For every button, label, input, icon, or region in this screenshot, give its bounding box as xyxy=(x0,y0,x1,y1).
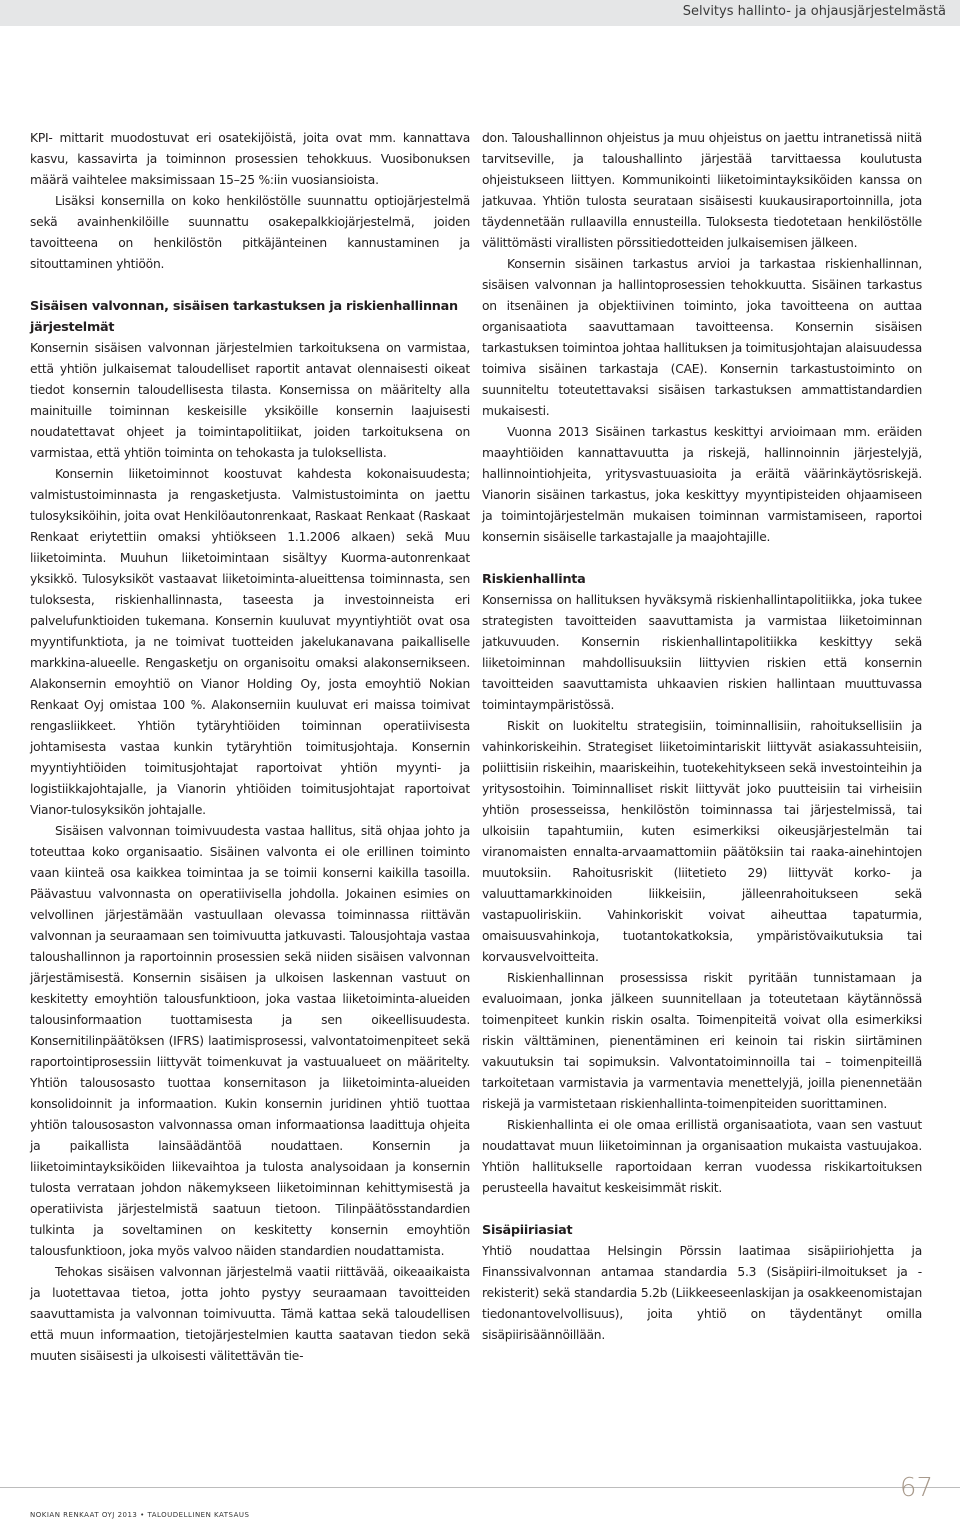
paragraph: Riskit on luokiteltu strategisiin, toiminnallisiin, rahoituksellisiin ja vahinkoriskeihin. Strategiset liiketoimintariskit liittyvät asiakassuhteisiin, poliittisiin riskeihin, maariskeihin, tuotekehitykseen sekä investointeihin ja yritysostoihin. Toiminnalliset riskit liittyvät joko puutteisiin tai virheisiin yhtiön prosesseissa, henkilöstön toiminnassa tai järjestelmissä, tai ulkoisiin tapahtumiin, kuten esimerkiksi oikeusjärjestelmän tai viranomaisten ennalta-arvaamattomiin päätöksiin tai raaka-ainehintojen muutoksiin. Rahoitusriskit (liitetieto 29) liittyvät korko- ja valuuttamarkkinoiden liikkeisiin, jälleenrahoitukseen sekä vastapuoliriskiin. Vahinkoriskit voivat aiheuttaa tapaturmia, omaisuusvahinkoja, tuotantokatkoksia, ympäristövaikutuksia tai korvausvelvoitteita. xyxy=(482,719,922,964)
paragraph: Konsernin liiketoiminnot koostuvat kahdesta kokonaisuudesta; valmistustoiminnasta ja rengasketjusta. Valmistustoiminta on jaettu tulosyksiköihin, joita ovat Henkilöautonrenkaat, Raskaat Renkaat (Raskaat Renkaat eriytettiin omaksi yhtiökseen 1.1.2006 alkaen) sekä Muu liiketoiminta. Muuhun liiketoimintaan sisältyy Kuorma-autonrenkaat yksikkö. Tulosyksiköt vastaavat liiketoiminta-alueittensa toiminnasta, sen tuloksesta, riskienhallinnasta, taseesta ja investoinneista eri palvelufunktioiden tukemana. Konsernin kuuluvat myyntiyhtiöt ovat osa myyntifunktiota, ja ne toimivat tuotteiden jakelukanavana paikalliselle markkina-alueelle. Rengasketju on organisoitu omaksi alakonsernikseen. Alakonsernin emoyhtiö on Vianor Holding Oy, josta emoyhtiö Nokian Renkaat Oyj omistaa 100 %. Alakonserniin kuuluvat eri maissa toimivat rengasliikkeet. Yhtiön tytäryhtiöiden toiminnan operatiivisesta johtamisesta vastaa kunkin tytäryhtiön toimitusjohtaja. Konsernin myyntiyhtiöiden toimitusjohtajat raportoivat yhtiön myynti- ja logistiikkajohtajalle, ja Vianorin yhtiöiden toimitusjohtajat raportoivat Vianor-tulosyksikön johtajalle. xyxy=(30,467,470,817)
paragraph: Riskienhallinta ei ole omaa erillistä organisaatiota, vaan sen vastuut noudattavat muun liiketoiminnan ja organisaation mukaista vastuujakoa. Yhtiön hallitukselle raportoidaan kerran vuodessa riskikartoituksen perusteella havaitut keskeisimmät riskit. xyxy=(482,1118,922,1195)
section-heading: Riskienhallinta xyxy=(482,572,586,587)
page-header xyxy=(0,0,960,26)
section-heading: Sisäpiiriasiat xyxy=(482,1223,573,1238)
paragraph: Yhtiö noudattaa Helsingin Pörssin laatimaa sisäpiiriohjetta ja Finanssivalvonnan antamaa standardia 5.3 (Sisäpiiri-ilmoitukset ja -rekisterit) sekä standardia 5.2b (Liikkeeseenlaskijan ja osakkeenomistajan tiedonantovelvollisuus), joita yhtiö on täydentänyt omilla sisäpiirisäännöillään. xyxy=(482,1244,922,1342)
paragraph: Tehokas sisäisen valvonnan järjestelmä vaatii riittävää, oikeaaikaista ja luotettavaa tietoa, jotta johto pystyy seuraamaan tavoitteiden saavuttamista ja valvonnan toimivuutta. Tämä kattaa sekä taloudellisen että muun informaation, tietojärjestelmien kautta saatavan tiedon sekä muuten sisäisesti ja ulkoisesti välitettävän tie- xyxy=(30,1265,470,1363)
paragraph: Riskienhallinnan prosessissa riskit pyritään tunnistamaan ja evaluoimaan, jonka jälkeen suunnitellaan ja toteutetaan käytännössä toimenpiteet kunkin riskin osalta. Toimenpiteitä voivat olla esimerkiksi riskin välttäminen, pienentäminen eri keinoin tai riskin siirtäminen vakuutuksin tai sopimuksin. Valvontatoiminnoilla tai – toimenpiteillä tarkoitetaan varmistavia ja varmentavia menettelyjä, joilla pienennetään riskejä ja varmistetaan riskienhallinta-toimenpiteiden suorittaminen. xyxy=(482,971,922,1111)
paragraph: Konsernissa on hallituksen hyväksymä riskienhallintapolitiikka, joka tukee strategisten tavoitteiden saavuttamista ja varmistaa liiketoiminnan jatkuvuuden. Konsernin riskienhallintapolitiikka keskittyy sekä liiketoiminnan mahdollisuuksiin liittyvien riskien että konsernin tavoitteiden saavuttamista uhkaavien riskien hallintaan muuttuvassa toimintaympäristössä. xyxy=(482,593,922,712)
footer-divider xyxy=(0,1487,960,1488)
paragraph: don. Taloushallinnon ohjeistus ja muu ohjeistus on jaettu intranetissä niitä tarvitseville, ja taloushallinto järjestää tarvittaessa koulutusta ohjeistukseen liittyen. Kommunikointi liiketoimintayksiköiden kanssa on jatkuvaa. Yhtiön tulosta seurataan sisäisesti kuukausiraportoinnilla, jota täydennetään rullaavilla ennusteilla. Tuloksesta tiedotetaan henkilöstölle välittömästi virallisten pörssitiedotteiden julkaisemisen jälkeen. xyxy=(482,131,922,250)
paragraph: Konsernin sisäinen tarkastus arvioi ja tarkastaa riskienhallinnan, sisäisen valvonnan ja hallintoprosessien tehokkuutta. Sisäinen tarkastus on itsenäinen ja objektiivinen toiminto, joka tavoitteena on auttaa organisaatiota saavuttamaan tavoitteensa. Konsernin sisäisen tarkastuksen toimintoa johtaa hallituksen ja toimitusjohtajan alaisuudessa toimiva sisäinen tarkastaja (CAE). Konsernin tarkastustoiminto on suunniteltu toteutettavaksi sisäisen tarkastuksen ammattistandardien mukaisesti. xyxy=(482,257,922,418)
paragraph: Sisäisen valvonnan toimivuudesta vastaa hallitus, sitä ohjaa johto ja toteuttaa koko organisaatio. Sisäinen valvonta ei ole erillinen toiminto vaan kiinteä osa kaikkea toimintaa ja se toimii konserni kaikilla tasoilla. Päävastuu valvonnasta on operatiivisella johdolla. Jokainen esimies on velvollinen järjestämään vastuullaan olevassa toiminnassa riittävän valvonnan ja seuraamaan sen toimivuutta jatkuvasti. Talousjohtaja vastaa taloushallinnon ja raportoinnin prosessien sekä niiden sisäisen valvonnan järjestämisestä. Konsernin sisäisen ja ulkoisen laskennan vastuut on keskitetty emoyhtiön talousfunktioon, joka vastaa liiketoiminta-alueiden talousinformaation tuottamisesta ja sen oikeellisuudesta. Konsernitilinpäätöksen (IFRS) laatimisprosessi, valvontatoimenpiteet sekä raportointiprosessiin liittyvät toimenkuvat ja vastuualueet on määritelty. Yhtiön talousosasto tuottaa konsernitason ja liiketoiminta-alueiden konsolidoinnit ja informaation. Kukin konsernin juridinen yhtiö tuottaa yhtiön talousosaston valvonnassa oman informaationsa laadittuja ohjeita ja paikallista lainsäädäntöä noudattaen. Konsernin ja liiketoimintayksiköiden liikevaihtoa ja tulosta analysoidaan ja konsernin tulosta verrataan johdon näkemykseen liiketoiminnan kehittymisestä ja operatiivista järjestelmistä saatuun tietoon. Tilinpäätösstandardien tulkinta ja soveltaminen on keskitetty konsernin emoyhtiön talousfunktioon, joka myös valvoo näiden standardien noudattamista. xyxy=(30,824,470,1258)
footer-text: NOKIAN RENKAAT OYJ 2013 • TALOUDELLINEN KATSAUS xyxy=(30,1511,250,1519)
paragraph: Lisäksi konsernilla on koko henkilöstölle suunnattu optiojärjestelmä sekä avainhenkilöille suunnattu osakepalkkiojärjestelmä, joiden tavoitteena on henkilöstön pitkäjänteinen kannustaminen ja sitouttaminen yhtiöön. xyxy=(30,194,470,271)
paragraph: KPI- mittarit muodostuvat eri osatekijöistä, joita ovat mm. kannattava kasvu, kassavirta ja toiminnon prosessien tehokkuus. Vuosibonuksen määrä vaihtelee maksimissaan 15–25 %:iin vuosiansioista. xyxy=(30,131,470,187)
paragraph: Vuonna 2013 Sisäinen tarkastus keskittyi arvioimaan mm. eräiden maayhtiöiden kannattavuutta ja riskejä, hallinnoinnin järjestelyjä, hallinnointiohjeita, yritysvastuuasioita ja eräitä väärinkäytösriskejä. Vianorin sisäinen tarkastus, joka keskittyy myyntipisteiden ohjaamiseen ja toimintojärjestelmän mukaisen toiminnan varmistamiseen, raportoi konsernin sisäiselle tarkastajalle ja maajohtajille. xyxy=(482,425,922,544)
page-number: 67 xyxy=(899,1473,933,1503)
left-column xyxy=(30,128,470,1367)
section-title: Selvitys hallinto- ja ohjausjärjestelmästä xyxy=(682,4,946,19)
paragraph: Konsernin sisäisen valvonnan järjestelmien tarkoituksena on varmistaa, että yhtiön julkaisemat taloudelliset raportit antavat olennaisesti oikeat tiedot konsernin taloudellisesta tilasta. Konsernissa on määritelty alla mainituille toiminnan keskeisille yksiköille konsernin laajuisesti noudatettavat ohjeet ja toimintapolitiikat, joiden tarkoituksena on varmistaa, että yhtiön toiminta on tehokasta ja tuloksellista. xyxy=(30,341,470,460)
section-heading: Sisäisen valvonnan, sisäisen tarkastuksen ja riskienhallinnan järjestelmät xyxy=(30,299,458,335)
right-column xyxy=(482,128,922,1346)
